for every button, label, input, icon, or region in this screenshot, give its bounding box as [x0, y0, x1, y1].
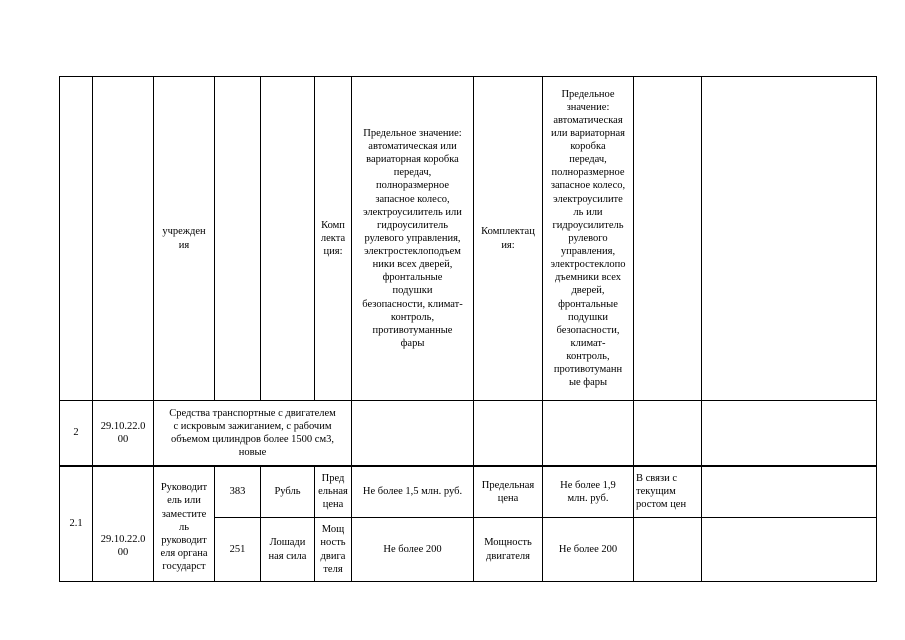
cell-reason [634, 401, 702, 466]
cell-value-2 [543, 401, 634, 466]
cell-reason [634, 77, 702, 401]
cell-characteristic: Пред ельная цена [315, 466, 352, 518]
cell-value: Не более 200 [352, 518, 474, 582]
cell-unit: Лошади ная сила [261, 518, 315, 582]
cell-code: 29.10.22.0 00 [93, 466, 154, 582]
cell-value: Предельное значение: автоматическая или вариаторная коробка передач, полноразмерное запасное колесо, электроусилитель или гидроусилитель рулевого управления, электростеклоподъем ники всех дверей, фронтальные подушки безопасности, климат- контроль, противотуманные фары [352, 77, 474, 401]
cell-characteristic-2 [474, 401, 543, 466]
cell-num [60, 77, 93, 401]
cell-okei [215, 77, 261, 401]
cell-okei: 383 [215, 466, 261, 518]
cell-extra [702, 518, 877, 582]
cell-characteristic-2: Комплектац ия: [474, 77, 543, 401]
cell-product-name: Средства транспортные с двигателем с искровым зажиганием, с рабочим объемом цилиндров более 1500 см3, новые [154, 401, 352, 466]
cell-value-2: Предельное значение: автоматическая или вариаторная коробка передач, полноразмерное запасное колесо, электроусилите ль или гидроусилитель рулевого управления, электростеклопо дъемники всех дверей, фронтальные подушки безопасности, климат- контроль, противотуманн ые фары [543, 77, 634, 401]
cell-extra [702, 466, 877, 518]
cell-characteristic: Мощ ность двига теля [315, 518, 352, 582]
cell-extra [702, 77, 877, 401]
cell-reason: В связи с текущим ростом цен [634, 466, 702, 518]
requirements-table [59, 76, 877, 582]
cell-unit [261, 77, 315, 401]
cell-extra [702, 401, 877, 466]
cell-value-2: Не более 1,9 млн. руб. [543, 466, 634, 518]
cell-characteristic-2: Мощность двигателя [474, 518, 543, 582]
cell-unit: Рубль [261, 466, 315, 518]
table-row-2-1-price [60, 466, 877, 518]
cell-value [352, 401, 474, 466]
table-row-2 [60, 401, 877, 466]
cell-okei: 251 [215, 518, 261, 582]
cell-num: 2 [60, 401, 93, 466]
cell-reason [634, 518, 702, 582]
cell-num: 2.1 [60, 466, 93, 582]
cell-value: Не более 1,5 млн. руб. [352, 466, 474, 518]
table-row-continuation [60, 77, 877, 401]
cell-characteristic: Комп лекта ция: [315, 77, 352, 401]
cell-category: Руководит ель или заместите ль руководит еля органа государст [154, 466, 215, 582]
cell-value-2: Не более 200 [543, 518, 634, 582]
cell-code [93, 77, 154, 401]
cell-category: учрежден ия [154, 77, 215, 401]
cell-characteristic-2: Предельная цена [474, 466, 543, 518]
cell-code: 29.10.22.0 00 [93, 401, 154, 466]
